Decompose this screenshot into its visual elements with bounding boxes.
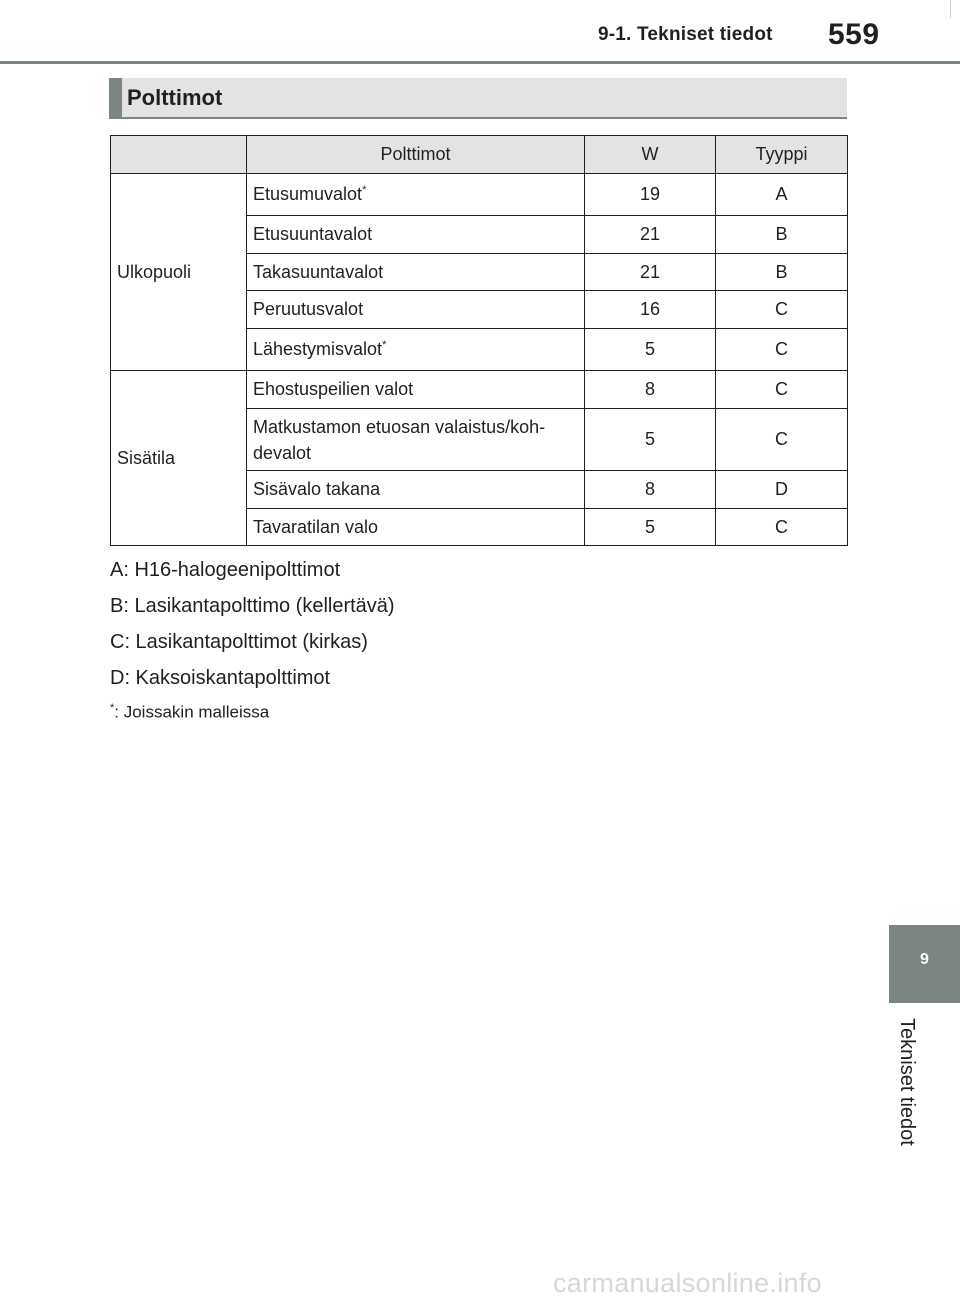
table-header-row xyxy=(111,136,848,174)
type-cell: C xyxy=(716,371,848,409)
bulb-name-line2: devalot xyxy=(253,442,312,463)
type-cell: A xyxy=(716,174,848,216)
footnote-mark: * xyxy=(382,339,387,351)
legend-item-a: A: H16-halogeenipolttimot xyxy=(110,559,341,581)
watt-cell: 16 xyxy=(585,291,716,329)
type-cell: C xyxy=(716,291,848,329)
bulb-name-cell: Ehostuspeilien valot xyxy=(247,371,585,409)
type-cell: B xyxy=(716,216,848,254)
legend-item-c: C: Lasikantapolttimot (kirkas) xyxy=(110,631,368,653)
column-header-type: Tyyppi xyxy=(716,136,848,174)
legend-item-d: D: Kaksoiskantapolttimot xyxy=(110,667,331,689)
table-row xyxy=(111,174,848,216)
type-cell: C xyxy=(716,509,848,546)
watt-cell: 5 xyxy=(585,509,716,546)
category-cell: Ulkopuoli xyxy=(111,174,247,371)
category-cell: Sisätila xyxy=(111,371,247,546)
footnote-text: : Joissakin malleissa xyxy=(114,702,270,722)
bulb-name-cell xyxy=(247,409,585,471)
type-cell: C xyxy=(716,409,848,471)
watt-cell: 8 xyxy=(585,471,716,509)
type-cell: D xyxy=(716,471,848,509)
bulb-name: Lähestymisvalot xyxy=(253,339,383,359)
crop-mark xyxy=(950,0,951,18)
chapter-tab-label: Tekniset tiedot xyxy=(896,1018,918,1146)
type-cell: C xyxy=(716,329,848,371)
table-row xyxy=(111,371,848,409)
watt-cell: 8 xyxy=(585,371,716,409)
watt-cell: 5 xyxy=(585,329,716,371)
bulb-name-cell: Takasuuntavalot xyxy=(247,254,585,291)
footnote xyxy=(110,702,269,723)
section-title-bar xyxy=(109,78,847,119)
column-header-watt: W xyxy=(585,136,716,174)
header-rule xyxy=(0,61,960,64)
legend-item-b: B: Lasikantapolttimo (kellertävä) xyxy=(110,595,395,617)
chapter-heading: 9-1. Tekniset tiedot xyxy=(598,24,773,45)
column-header-category xyxy=(111,136,247,174)
watt-cell: 21 xyxy=(585,254,716,291)
watt-cell: 5 xyxy=(585,409,716,471)
section-title-accent xyxy=(109,78,122,117)
footnote-mark: * xyxy=(110,702,115,714)
bulb-name-cell xyxy=(247,174,585,216)
page-number: 559 xyxy=(828,18,880,51)
bulb-name-cell xyxy=(247,329,585,371)
column-header-bulb: Polttimot xyxy=(247,136,585,174)
bulb-name-cell: Peruutusvalot xyxy=(247,291,585,329)
watt-cell: 19 xyxy=(585,174,716,216)
bulb-name-line1: Matkustamon etuosan valaistus/koh- xyxy=(253,416,546,437)
bulb-name-cell: Tavaratilan valo xyxy=(247,509,585,546)
bulb-name-cell: Sisävalo takana xyxy=(247,471,585,509)
chapter-tab xyxy=(889,925,960,1003)
bulb-table xyxy=(110,135,848,546)
watt-cell: 21 xyxy=(585,216,716,254)
footnote-mark: * xyxy=(362,184,367,196)
type-cell: B xyxy=(716,254,848,291)
section-title: Polttimot xyxy=(127,85,223,110)
watermark: carmanualsonline.info xyxy=(553,1268,822,1298)
bulb-name-cell: Etusuuntavalot xyxy=(247,216,585,254)
chapter-tab-number: 9 xyxy=(920,951,929,968)
bulb-name: Etusumuvalot xyxy=(253,184,363,204)
